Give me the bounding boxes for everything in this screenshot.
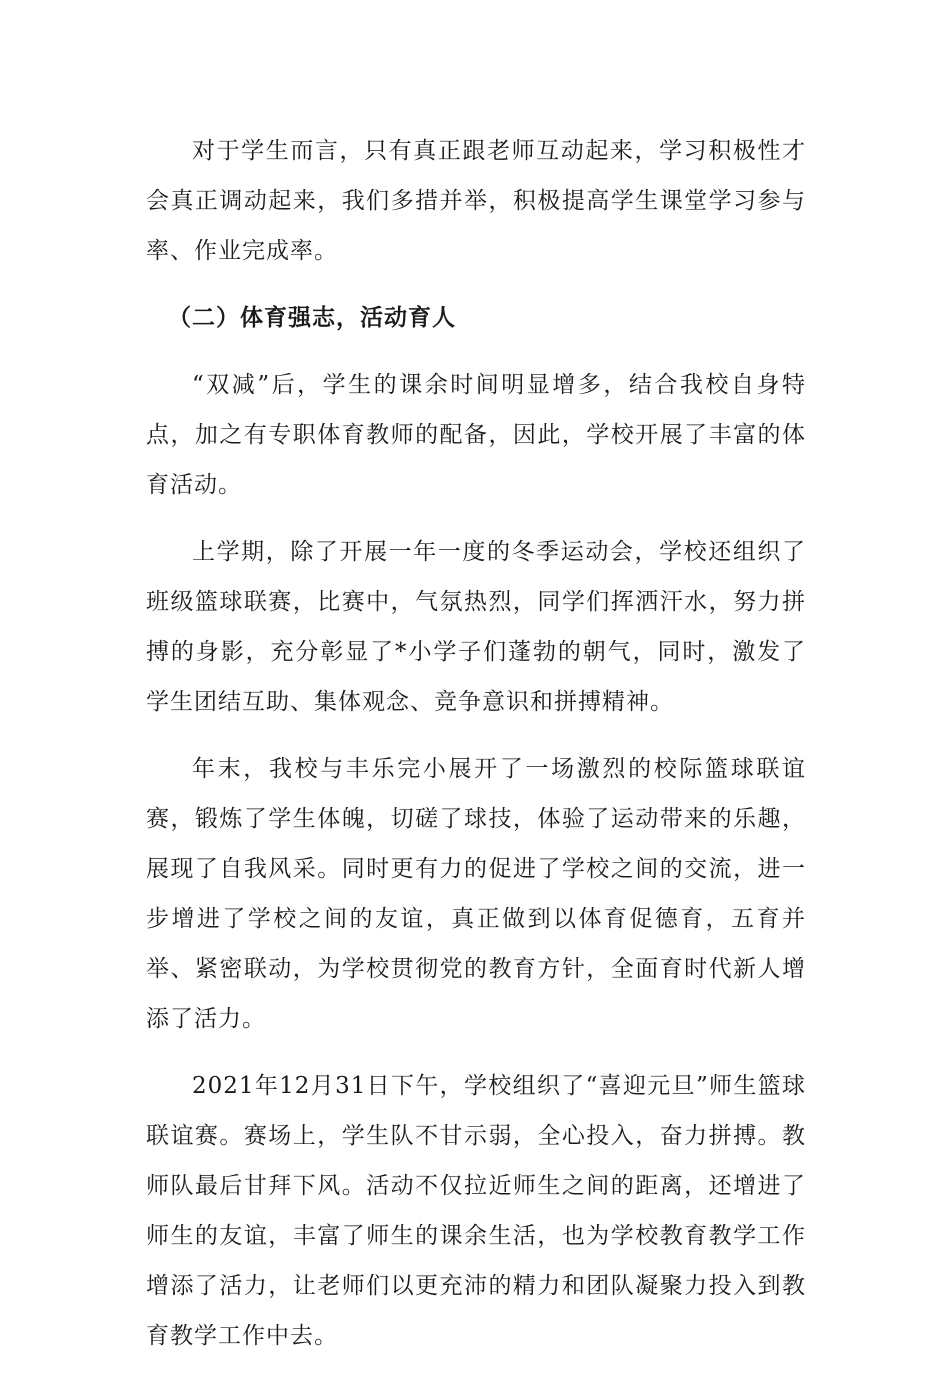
paragraph-double-reduction: “双减”后，学生的课余时间明显增多，结合我校自身特点，加之有专职体育教师的配备，因此，学校开展了丰富的体育活动。 (146, 372, 806, 498)
document-body (146, 126, 806, 1378)
paragraph-last-semester: 上学期，除了开展一年一度的冬季运动会，学校还组织了班级篮球联赛，比赛中，气氛热烈，同学们挥洒汗水，努力拼搏的身影，充分彰显了*小学子们蓬勃的朝气，同时，激发了学生团结互助、集体观念、竞争意识和拼搏精神。 (146, 539, 806, 715)
paragraph-student-interaction: 对于学生而言，只有真正跟老师互动起来，学习积极性才会真正调动起来，我们多措并举，积极提高学生课堂学习参与率、作业完成率。 (146, 138, 806, 264)
paragraph-year-end-match: 年末，我校与丰乐完小展开了一场激烈的校际篮球联谊赛，锻炼了学生体魄，切磋了球技，体验了运动带来的乐趣，展现了自我风采。同时更有力的促进了学校之间的交流，进一步增进了学校之间的友谊，真正做到以体育促德育，五育并举、紧密联动，为学校贯彻党的教育方针，全面育时代新人增添了活力。 (146, 756, 806, 1032)
paragraph-new-year-match: 2021年12月31日下午，学校组织了“喜迎元旦”师生篮球联谊赛。赛场上，学生队不甘示弱，全心投入，奋力拼搏。教师队最后甘拜下风。活动不仅拉近师生之间的距离，还增进了师生的友谊，丰富了师生的课余生活，也为学校教育教学工作增添了活力，让老师们以更充沛的精力和团队凝聚力投入到教育教学工作中去。 (146, 1073, 806, 1349)
section-heading-sports: （二）体育强志，活动育人 (168, 305, 456, 331)
